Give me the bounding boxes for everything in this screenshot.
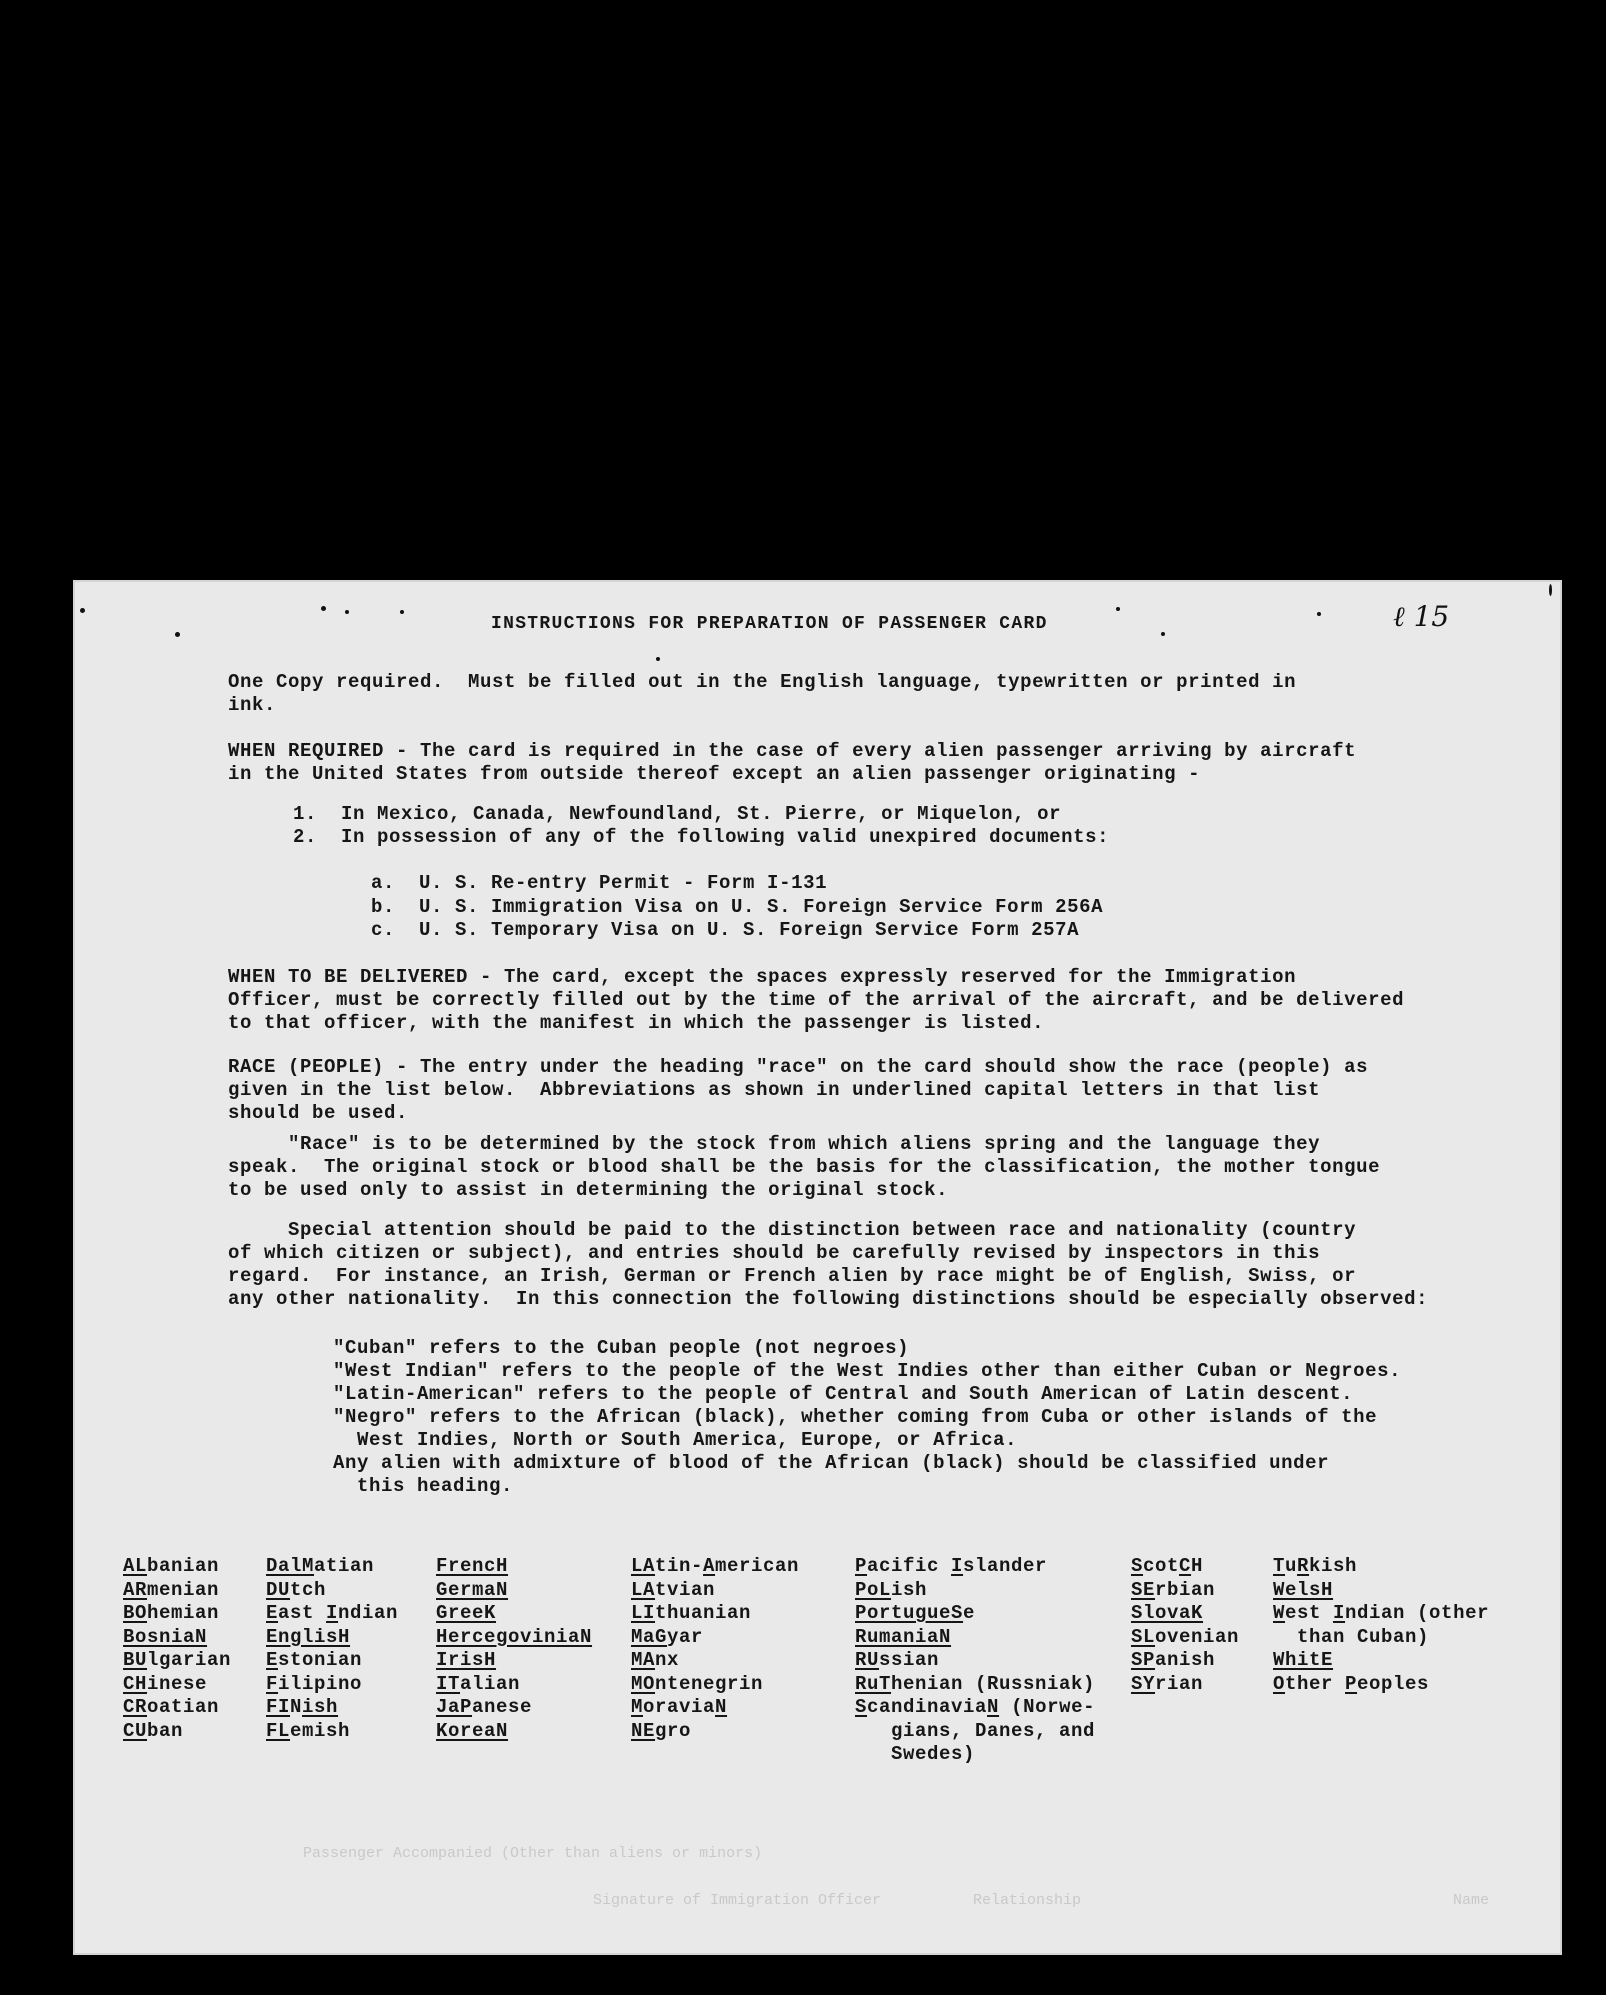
race-entry (266, 1555, 398, 1579)
race-entry (631, 1696, 799, 1720)
race-abbrev: H (338, 1625, 351, 1648)
race-entry (631, 1720, 799, 1744)
race-abbrev: L (879, 1578, 892, 1601)
race-abbrev: Dal (266, 1555, 303, 1577)
race-text: gians, Danes, and (855, 1719, 1096, 1742)
race-abbrev: DU (266, 1578, 291, 1601)
when-required-line-1: WHEN REQUIRED - The card is required in the case of every alien passenger arriving by aircraft (228, 740, 1357, 762)
race-entry (1131, 1579, 1239, 1603)
race-entry (266, 1673, 398, 1697)
race-entry (266, 1696, 398, 1720)
race-entry (436, 1626, 592, 1650)
race-text: emish (290, 1719, 351, 1742)
distinction-negro-line-2: West Indies, North or South America, Europe, or Africa. (333, 1429, 1018, 1451)
race-entry (436, 1673, 592, 1697)
race-abbrev: Slova (1131, 1602, 1192, 1624)
race-abbrev: LA (631, 1555, 656, 1577)
race-abbrev: T (879, 1672, 892, 1695)
race-abbrev: E (266, 1602, 279, 1624)
race-abbrev: BU (123, 1649, 148, 1671)
race-text: oravia (643, 1696, 716, 1718)
race-text: gro (655, 1719, 692, 1742)
distinction-west-indian: "West Indian" refers to the people of the West Indies other than either Cuban or Negroes. (333, 1360, 1402, 1382)
race-column-1 (123, 1555, 231, 1743)
race-text: candinavia (867, 1696, 988, 1718)
race-entry (436, 1555, 592, 1579)
race-text: ndian (338, 1602, 399, 1624)
race-abbrev: RU (855, 1649, 880, 1671)
race-abbrev: K (1191, 1602, 1204, 1624)
race-abbrev: E (643, 1719, 656, 1742)
race-text: hemian (147, 1602, 220, 1624)
special-attention-line-2: of which citizen or subject), and entries should be carefully revised by inspectors in this (228, 1242, 1321, 1264)
race-text: H (1191, 1555, 1204, 1577)
race-text: est (1285, 1602, 1334, 1624)
race-text: ast (278, 1602, 327, 1624)
race-abbrev: H (484, 1649, 497, 1671)
race-text: oatian (147, 1696, 220, 1718)
race-abbrev: N (631, 1719, 644, 1742)
race-entry (631, 1579, 799, 1603)
race-text: eoples (1357, 1672, 1430, 1695)
race-abbrev: SY (1131, 1672, 1156, 1695)
race-column-2 (266, 1555, 398, 1743)
race-abbrev: A (703, 1555, 716, 1577)
race-entry (123, 1673, 231, 1697)
race-text: ish (891, 1578, 928, 1601)
race-column-6 (1131, 1555, 1239, 1696)
race-abbrev: Germa (436, 1578, 497, 1601)
race-entry (855, 1743, 1095, 1767)
race-abbrev: Whit (1273, 1649, 1322, 1671)
exception-item-1: 1. In Mexico, Canada, Newfoundland, St. Pierre, or Miquelon, or (293, 803, 1062, 825)
race-abbrev: M (631, 1696, 644, 1718)
handwritten-initials: ℓ 15 (1393, 600, 1450, 633)
race-text: tin- (655, 1555, 704, 1577)
race-entry (855, 1555, 1095, 1579)
document-item-a: a. U. S. Re-entry Permit - Form I-131 (371, 872, 828, 894)
race-entry (1273, 1555, 1489, 1579)
exception-item-2: 2. In possession of any of the following valid unexpired documents: (293, 826, 1110, 848)
race-text: anese (472, 1696, 533, 1718)
when-delivered-line-1: WHEN TO BE DELIVERED - The card, except the spaces expressly reserved for the Immigration (228, 966, 1297, 988)
distinction-admixture-line-2: this heading. (333, 1475, 514, 1497)
race-text: (Norwe- (999, 1696, 1096, 1718)
race-determined-line-1: "Race" is to be determined by the stock from which aliens spring and the language they (228, 1133, 1321, 1155)
copy-required-line-1: One Copy required. Must be filled out in the English language, typewritten or printed in (228, 671, 1297, 693)
race-abbrev: Korea (436, 1719, 497, 1742)
special-attention-line-4: any other nationality. In this connection the following distinctions should be especially observed: (228, 1288, 1429, 1310)
race-text: ndian (other (1345, 1602, 1490, 1624)
race-people-line-3: should be used. (228, 1102, 409, 1124)
special-attention-line-3: regard. For instance, an Irish, German or French alien by race might be of English, Swiss, or (228, 1265, 1357, 1287)
race-abbrev: S (1131, 1555, 1144, 1577)
race-abbrev: P (1345, 1672, 1358, 1695)
race-entry (436, 1649, 592, 1673)
race-entry (631, 1602, 799, 1626)
race-abbrev: LA (631, 1578, 656, 1601)
race-entry (1131, 1555, 1239, 1579)
race-abbrev: ish (302, 1696, 339, 1718)
race-text: anish (1155, 1649, 1216, 1671)
race-text: ntenegrin (655, 1672, 764, 1695)
race-entry (631, 1555, 799, 1579)
race-abbrev: AL (123, 1555, 148, 1577)
race-entry (123, 1696, 231, 1720)
race-entry (1131, 1602, 1239, 1626)
race-text: ovenian (1155, 1625, 1240, 1648)
race-abbrev: N (987, 1696, 1000, 1718)
race-abbrev: N (496, 1719, 509, 1742)
race-text: ban (147, 1719, 184, 1742)
race-abbrev: I (951, 1555, 964, 1577)
race-abbrev: MA (631, 1649, 656, 1671)
race-entry (855, 1579, 1095, 1603)
race-abbrev: R (1297, 1555, 1310, 1577)
distinction-negro-line-1: "Negro" refers to the African (black), whether coming from Cuba or other islands of the (333, 1406, 1378, 1428)
race-abbrev: Po (855, 1578, 880, 1601)
distinction-latin-american: "Latin-American" refers to the people of Central and South American of Latin descent. (333, 1383, 1354, 1405)
race-abbrev: N (580, 1625, 593, 1648)
race-entry (123, 1602, 231, 1626)
document-item-c: c. U. S. Temporary Visa on U. S. Foreign Service Form 257A (371, 919, 1080, 941)
race-abbrev: SL (1131, 1625, 1156, 1648)
document-item-b: b. U. S. Immigration Visa on U. S. Foreign Service Form 256A (371, 896, 1104, 918)
race-entry (266, 1720, 398, 1744)
race-abbrev: Englis (266, 1625, 339, 1648)
race-column-5 (855, 1555, 1095, 1767)
when-required-line-2: in the United States from outside thereof except an alien passenger originating - (228, 763, 1201, 785)
race-text: rbian (1155, 1578, 1216, 1601)
race-text: menian (147, 1578, 220, 1601)
race-abbrev: SE (1131, 1578, 1156, 1601)
race-abbrev: CR (123, 1696, 148, 1718)
race-abbrev: CU (123, 1719, 148, 1742)
race-abbrev: N (496, 1578, 509, 1601)
race-abbrev: Wels (1273, 1578, 1322, 1601)
race-determined-line-3: to be used only to assist in determining the original stock. (228, 1179, 949, 1201)
race-abbrev: T (1273, 1555, 1286, 1577)
race-entry (631, 1649, 799, 1673)
race-text: nx (655, 1649, 680, 1671)
race-abbrev: N (715, 1696, 728, 1718)
race-text: Swedes) (855, 1743, 976, 1765)
race-abbrev: IT (436, 1672, 461, 1695)
race-abbrev: I (1333, 1602, 1346, 1624)
race-text: ther (1285, 1672, 1346, 1695)
race-abbrev: Rumania (855, 1625, 940, 1648)
race-text: u (1285, 1555, 1298, 1577)
race-entry (436, 1602, 592, 1626)
race-entry (855, 1649, 1095, 1673)
race-text: yar (667, 1625, 704, 1648)
race-text: ilipino (278, 1672, 363, 1695)
race-text: tch (290, 1578, 327, 1601)
when-delivered-line-3: to that officer, with the manifest in which the passenger is listed. (228, 1012, 1045, 1034)
race-abbrev: Gree (436, 1602, 485, 1624)
race-text: tvian (655, 1578, 716, 1601)
race-abbrev: H (496, 1555, 509, 1577)
race-abbrev: P (460, 1696, 473, 1718)
race-abbrev: Ma (631, 1625, 656, 1648)
race-entry (1273, 1673, 1489, 1697)
ghost-signature: Signature of Immigration Officer (593, 1892, 882, 1909)
race-abbrev: W (1273, 1602, 1286, 1624)
race-abbrev: FL (266, 1719, 291, 1742)
race-entry (1273, 1579, 1489, 1603)
race-text: stonian (278, 1649, 363, 1671)
race-entry (631, 1673, 799, 1697)
race-entry (123, 1649, 231, 1673)
race-abbrev: AR (123, 1578, 148, 1601)
race-abbrev: E (1321, 1649, 1334, 1671)
race-entry (266, 1579, 398, 1603)
race-text: acific (867, 1555, 952, 1577)
race-abbrev: BO (123, 1602, 148, 1624)
race-entry (123, 1626, 231, 1650)
race-entry (1273, 1626, 1489, 1650)
race-entry (855, 1696, 1095, 1720)
race-abbrev: Frenc (436, 1555, 497, 1577)
distinction-admixture-line-1: Any alien with admixture of blood of the African (black) should be classified under (333, 1452, 1330, 1474)
race-abbrev: CH (123, 1672, 148, 1695)
race-abbrev: N (195, 1625, 208, 1648)
race-abbrev: E (266, 1649, 279, 1671)
race-text: banian (147, 1555, 220, 1577)
race-abbrev: S (951, 1602, 964, 1624)
race-text: lgarian (147, 1649, 232, 1671)
race-entry (1273, 1602, 1489, 1626)
race-entry (1131, 1626, 1239, 1650)
race-entry (266, 1649, 398, 1673)
distinction-cuban: "Cuban" refers to the Cuban people (not negroes) (333, 1337, 910, 1359)
race-entry (855, 1602, 1095, 1626)
race-entry (855, 1673, 1095, 1697)
race-entry (123, 1720, 231, 1744)
race-entry (1273, 1649, 1489, 1673)
race-abbrev: FI (266, 1696, 291, 1718)
race-abbrev: MO (631, 1672, 656, 1695)
race-abbrev: F (266, 1672, 279, 1695)
race-abbrev: O (1273, 1672, 1286, 1695)
race-determined-line-2: speak. The original stock or blood shall be the basis for the classification, the mother tongue (228, 1156, 1381, 1178)
race-entry (436, 1579, 592, 1603)
race-text: ssian (879, 1649, 940, 1671)
race-column-3 (436, 1555, 592, 1743)
race-abbrev: Ru (855, 1672, 880, 1695)
race-abbrev: M (302, 1555, 315, 1577)
race-text: rian (1155, 1672, 1204, 1695)
race-text: merican (715, 1555, 800, 1577)
race-entry (855, 1626, 1095, 1650)
race-text: slander (963, 1555, 1048, 1577)
race-text: henian (Russniak) (891, 1672, 1096, 1695)
special-attention-line-1: Special attention should be paid to the distinction between race and nationality (country (228, 1219, 1357, 1241)
race-entry (1131, 1673, 1239, 1697)
race-abbrev: Ja (436, 1696, 461, 1718)
race-column-7 (1273, 1555, 1489, 1696)
copy-required-line-2: ink. (228, 694, 277, 716)
race-entry (855, 1720, 1095, 1744)
race-abbrev: I (326, 1602, 339, 1624)
race-text: kish (1309, 1555, 1358, 1577)
race-abbrev: S (855, 1696, 868, 1718)
race-abbrev: Portugue (855, 1602, 952, 1624)
race-entry (266, 1602, 398, 1626)
race-entry (436, 1696, 592, 1720)
ghost-passenger-accompanied: Passenger Accompanied (Other than aliens or minors) (303, 1845, 763, 1862)
race-abbrev: Hercegovinia (436, 1625, 581, 1648)
race-abbrev: SP (1131, 1649, 1156, 1671)
race-text: cot (1143, 1555, 1180, 1577)
race-text: N (290, 1696, 303, 1718)
race-entry (123, 1555, 231, 1579)
race-text: thuanian (655, 1602, 752, 1624)
race-text: inese (147, 1672, 208, 1695)
race-entry (436, 1720, 592, 1744)
race-abbrev: Iris (436, 1649, 485, 1671)
race-abbrev: K (484, 1602, 497, 1624)
race-entry (266, 1626, 398, 1650)
race-text: than Cuban) (1273, 1625, 1430, 1648)
race-abbrev: Bosnia (123, 1625, 196, 1648)
race-text: e (963, 1602, 976, 1624)
race-entry (123, 1579, 231, 1603)
ghost-relationship: Relationship (973, 1892, 1082, 1909)
race-abbrev: LI (631, 1602, 656, 1624)
race-abbrev: H (1321, 1578, 1334, 1601)
race-entry (1131, 1649, 1239, 1673)
document-page (73, 580, 1562, 1955)
when-delivered-line-2: Officer, must be correctly filled out by the time of the arrival of the aircraft, and be delivered (228, 989, 1405, 1011)
race-entry (631, 1626, 799, 1650)
race-abbrev: N (939, 1625, 952, 1648)
race-text: atian (314, 1555, 375, 1577)
race-people-line-2: given in the list below. Abbreviations as shown in underlined capital letters in that list (228, 1079, 1321, 1101)
race-abbrev: P (855, 1555, 868, 1577)
race-people-line-1: RACE (PEOPLE) - The entry under the heading "race" on the card should show the race (people) as (228, 1056, 1369, 1078)
race-abbrev: C (1179, 1555, 1192, 1577)
race-column-4 (631, 1555, 799, 1743)
race-abbrev: G (655, 1625, 668, 1648)
race-text: alian (460, 1672, 521, 1695)
document-title: INSTRUCTIONS FOR PREPARATION OF PASSENGER CARD (491, 614, 1048, 634)
ghost-name: Name (1453, 1892, 1490, 1909)
